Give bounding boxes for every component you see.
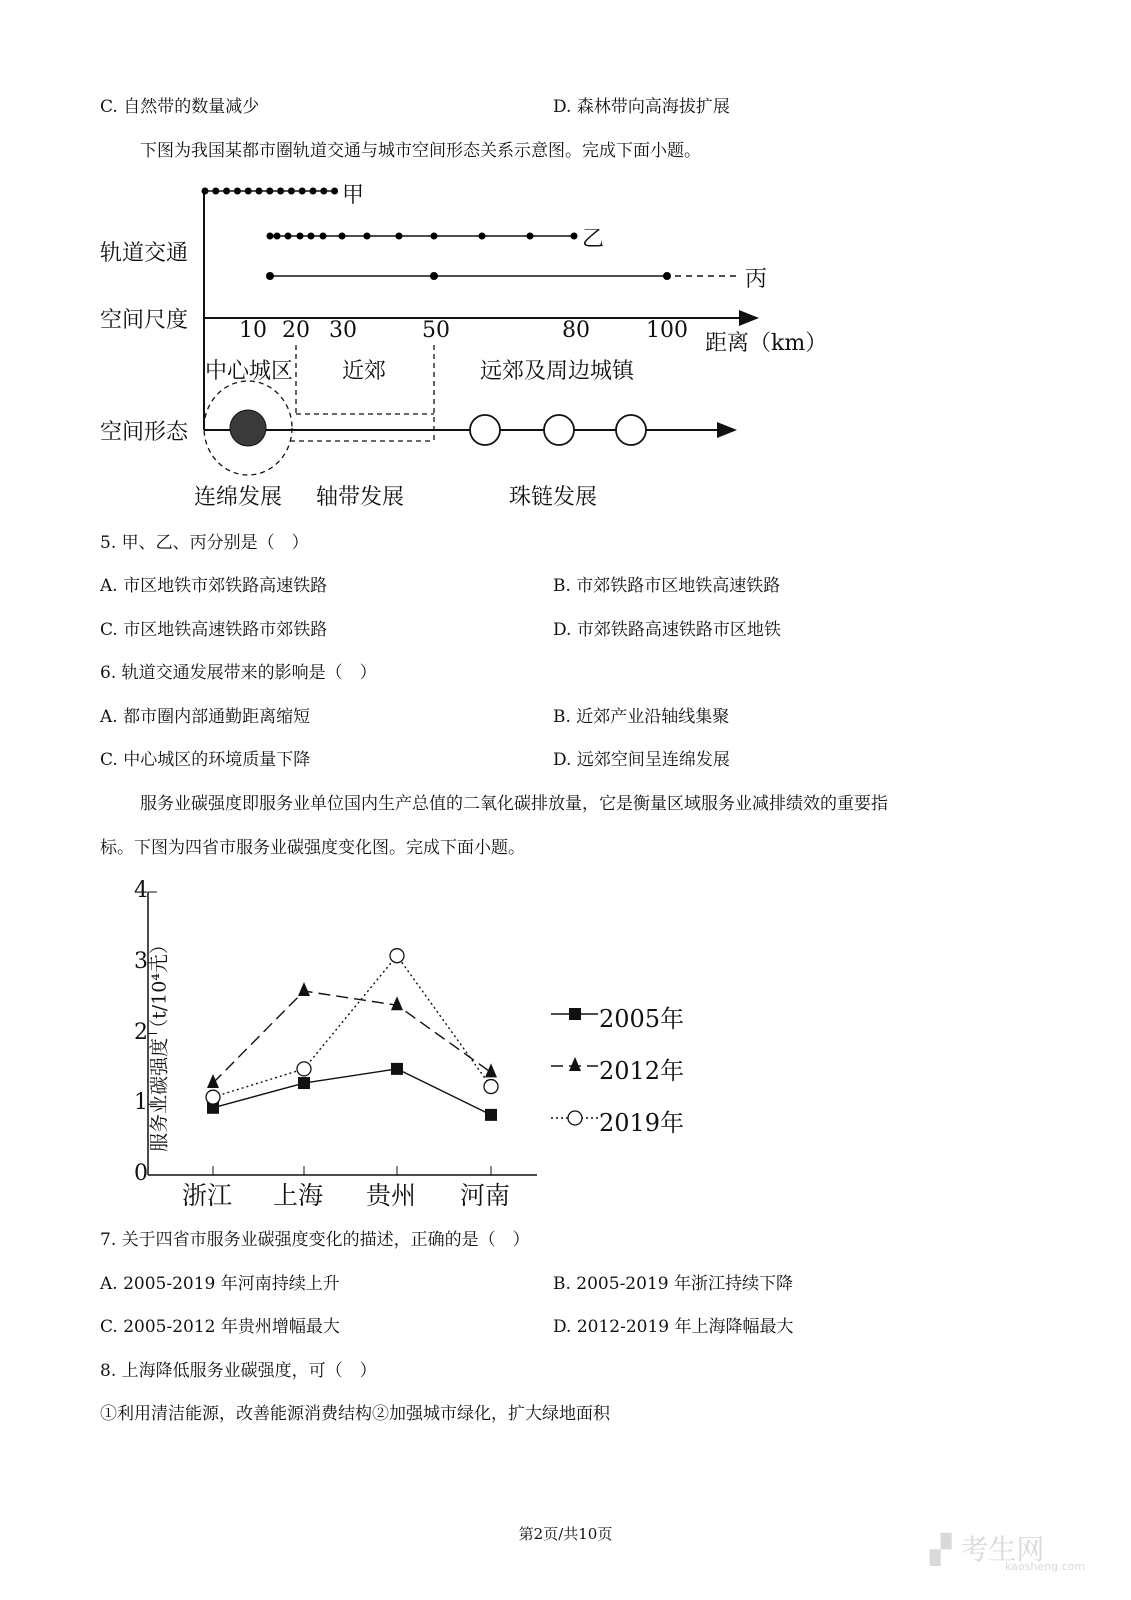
data-point bbox=[391, 996, 403, 1010]
page-footer: 第2页/共10页 bbox=[518, 1525, 613, 1543]
x-tick-label: 贵州 bbox=[366, 1181, 417, 1210]
series-line bbox=[213, 1069, 491, 1115]
tick: 50 bbox=[422, 318, 450, 343]
legend-label: 2019年 bbox=[599, 1109, 685, 1137]
q5-c: C. 市区地铁高速铁路市郊铁路 bbox=[100, 620, 328, 640]
data-point bbox=[207, 1074, 219, 1088]
series-2005年 bbox=[207, 1063, 497, 1121]
zone-label: 远郊及周边城镇 bbox=[480, 359, 635, 384]
row-label-rail: 轨道交通 bbox=[100, 241, 189, 266]
tick: 100 bbox=[646, 318, 688, 343]
option-c: C. 自然带的数量减少 bbox=[100, 97, 260, 117]
q7-stem: 7. 关于四省市服务业碳强度变化的描述，正确的是（ ） bbox=[100, 1230, 530, 1250]
form-label: 轴带发展 bbox=[316, 485, 405, 510]
data-point bbox=[569, 1008, 581, 1020]
tick: 80 bbox=[562, 318, 590, 343]
form-label: 连绵发展 bbox=[194, 485, 283, 510]
data-point bbox=[298, 1077, 310, 1089]
q6-stem: 6. 轨道交通发展带来的影响是（ ） bbox=[100, 663, 377, 683]
label-jia: 甲 bbox=[342, 183, 365, 208]
tick: 20 bbox=[282, 318, 310, 343]
intro2: 服务业碳强度即服务业单位国内生产总值的二氧化碳排放量，它是衡量区域服务业减排绩效的重要指 bbox=[140, 794, 888, 814]
zone-label: 近郊 bbox=[342, 359, 387, 384]
watermark-url: kaosheng.com bbox=[1005, 1560, 1086, 1573]
q5-b: B. 市郊铁路市区地铁高速铁路 bbox=[553, 576, 781, 596]
row-label-form: 空间形态 bbox=[100, 420, 189, 445]
axis-label: 距离（km） bbox=[705, 331, 828, 356]
data-point bbox=[485, 1109, 497, 1121]
series-2012年 bbox=[207, 982, 497, 1088]
x-tick-label: 浙江 bbox=[182, 1181, 233, 1210]
q7-d: D. 2012-2019 年上海降幅最大 bbox=[553, 1317, 794, 1337]
q7-c: C. 2005-2012 年贵州增幅最大 bbox=[100, 1317, 340, 1337]
data-point bbox=[298, 982, 310, 996]
data-point bbox=[390, 949, 404, 963]
q8-stem: 8. 上海降低服务业碳强度，可（ ） bbox=[100, 1361, 377, 1381]
q6-b: B. 近郊产业沿轴线集聚 bbox=[553, 707, 730, 727]
x-tick-label: 河南 bbox=[460, 1181, 511, 1210]
y-tick-label: 3 bbox=[134, 948, 148, 974]
q6-c: C. 中心城区的环境质量下降 bbox=[100, 750, 311, 770]
q7-a: A. 2005-2019 年河南持续上升 bbox=[100, 1274, 340, 1294]
data-point bbox=[569, 1057, 581, 1071]
q7-b: B. 2005-2019 年浙江持续下降 bbox=[553, 1274, 793, 1294]
series-2019年 bbox=[206, 949, 498, 1105]
tick: 10 bbox=[239, 318, 267, 343]
watermark-logo: ▞ 考生网 bbox=[930, 1533, 1045, 1566]
q6-d: D. 远郊空间呈连绵发展 bbox=[553, 750, 730, 770]
y-axis-label: 服务业碳强度（t/10⁴元） bbox=[148, 935, 171, 1152]
row-label-scale: 空间尺度 bbox=[100, 308, 189, 333]
data-point bbox=[568, 1111, 582, 1125]
data-point bbox=[206, 1090, 220, 1104]
q5-a: A. 市区地铁市郊铁路高速铁路 bbox=[100, 576, 328, 596]
zone-label: 中心城区 bbox=[205, 359, 294, 384]
tick: 30 bbox=[329, 318, 357, 343]
y-tick-label: 4 bbox=[134, 878, 148, 903]
y-tick-label: 1 bbox=[134, 1090, 148, 1116]
data-point bbox=[484, 1080, 498, 1094]
y-tick-label: 2 bbox=[134, 1019, 148, 1045]
legend-label: 2012年 bbox=[599, 1057, 685, 1085]
form-label: 珠链发展 bbox=[509, 485, 598, 510]
data-point bbox=[391, 1063, 403, 1075]
series-line bbox=[213, 991, 491, 1083]
q5-d: D. 市郊铁路高速铁路市区地铁 bbox=[553, 620, 781, 640]
q8-options: ①利用清洁能源，改善能源消费结构②加强城市绿化，扩大绿地面积 bbox=[100, 1404, 610, 1424]
data-point bbox=[485, 1063, 497, 1077]
intro2-cont: 标。下图为四省市服务业碳强度变化图。完成下面小题。 bbox=[100, 838, 525, 858]
q5-stem: 5. 甲、乙、丙分别是（ ） bbox=[100, 533, 309, 553]
label-yi: 乙 bbox=[582, 227, 605, 252]
option-d: D. 森林带向高海拔扩展 bbox=[553, 97, 730, 117]
q6-a: A. 都市圈内部通勤距离缩短 bbox=[100, 707, 311, 727]
label-bing: 丙 bbox=[745, 267, 768, 292]
x-tick-label: 上海 bbox=[273, 1181, 324, 1210]
y-tick-label: 0 bbox=[134, 1161, 148, 1186]
intro-text: 下图为我国某都市圈轨道交通与城市空间形态关系示意图。完成下面小题。 bbox=[140, 141, 701, 161]
data-point bbox=[297, 1062, 311, 1076]
legend-label: 2005年 bbox=[599, 1005, 685, 1033]
